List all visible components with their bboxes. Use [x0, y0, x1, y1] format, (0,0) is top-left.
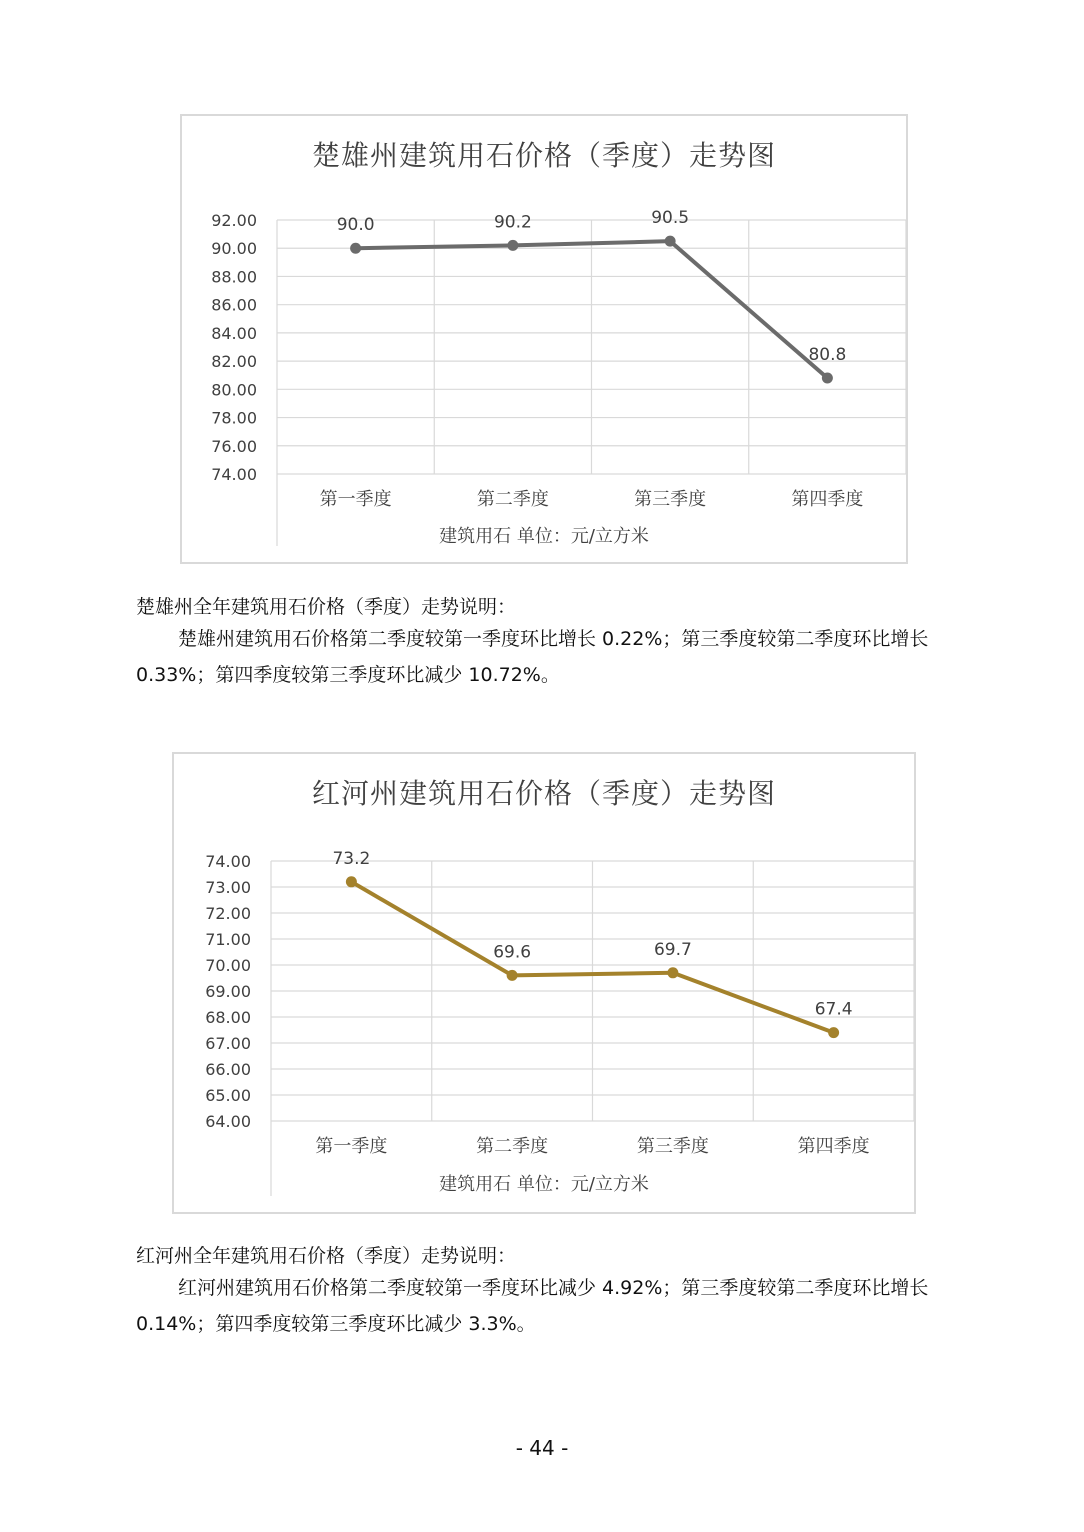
data-point: [822, 373, 833, 384]
y-tick-label: 74.00: [205, 852, 251, 871]
data-label: 69.6: [493, 942, 532, 963]
y-tick-label: 67.00: [205, 1034, 251, 1053]
honghe-price-chart: [172, 752, 916, 1214]
chuxiong-description-body: 楚雄州建筑用石价格第二季度较第一季度环比增长 0.22%；第三季度较第二季度环比增长 0.33%；第四季度较第三季度环比减少 10.72%。: [136, 628, 929, 686]
data-label: 69.7: [653, 939, 692, 960]
chart-title: 红河州建筑用石价格（季度）走势图: [311, 777, 776, 810]
y-tick-label: 76.00: [211, 436, 257, 456]
data-point: [828, 1027, 839, 1038]
data-label: 73.2: [332, 848, 371, 869]
y-tick-label: 74.00: [211, 465, 257, 484]
data-label: 90.0: [336, 215, 375, 236]
x-tick-label: 第三季度: [634, 489, 707, 510]
line-chart-svg: [174, 754, 914, 1212]
x-tick-label: 第四季度: [797, 1136, 870, 1157]
data-label: 90.2: [493, 212, 532, 233]
y-tick-label: 88.00: [211, 267, 257, 287]
y-tick-label: 80.00: [211, 380, 257, 400]
y-tick-label: 64.00: [205, 1112, 251, 1131]
page-number: - 44 -: [515, 1436, 569, 1460]
chuxiong-description-heading: 楚雄州全年建筑用石价格（季度）走势说明：: [136, 596, 517, 618]
data-point: [667, 967, 678, 978]
data-point: [350, 243, 361, 254]
y-tick-label: 66.00: [205, 1060, 251, 1079]
honghe-description-body: 红河州建筑用石价格第二季度较第一季度环比减少 4.92%；第三季度较第二季度环比增长 0.14%；第四季度较第三季度环比减少 3.3%。: [136, 1277, 929, 1335]
y-tick-label: 90.00: [211, 239, 257, 259]
y-tick-label: 65.00: [205, 1086, 251, 1105]
x-tick-label: 第四季度: [791, 489, 864, 510]
data-label: 80.8: [808, 345, 847, 366]
x-tick-label: 第二季度: [476, 1136, 549, 1157]
y-tick-label: 68.00: [205, 1008, 251, 1027]
data-point: [665, 236, 676, 247]
x-tick-label: 第三季度: [636, 1136, 709, 1157]
y-tick-label: 71.00: [205, 930, 251, 949]
honghe-description-heading: 红河州全年建筑用石价格（季度）走势说明：: [136, 1245, 517, 1267]
chart-title: 楚雄州建筑用石价格（季度）走势图: [311, 139, 776, 172]
data-label: 90.5: [651, 208, 690, 229]
data-label: 67.4: [814, 999, 853, 1020]
y-tick-label: 84.00: [211, 323, 257, 343]
x-axis-label: 建筑用石 单位：元/立方米: [439, 526, 649, 547]
y-tick-label: 73.00: [205, 878, 251, 897]
data-point: [346, 876, 357, 887]
x-tick-label: 第二季度: [476, 489, 549, 510]
x-axis-label: 建筑用石 单位：元/立方米: [439, 1174, 649, 1195]
data-point: [507, 970, 518, 981]
chuxiong-price-chart: [180, 114, 908, 564]
line-chart-svg: [182, 116, 906, 562]
y-tick-label: 72.00: [205, 904, 251, 923]
x-tick-label: 第一季度: [319, 489, 392, 510]
y-tick-label: 92.00: [211, 211, 257, 230]
y-tick-label: 86.00: [211, 295, 257, 315]
y-tick-label: 70.00: [205, 956, 251, 975]
x-tick-label: 第一季度: [315, 1136, 388, 1157]
y-tick-label: 69.00: [205, 982, 251, 1001]
data-point: [507, 240, 518, 251]
y-tick-label: 82.00: [211, 352, 257, 372]
y-tick-label: 78.00: [211, 408, 257, 428]
